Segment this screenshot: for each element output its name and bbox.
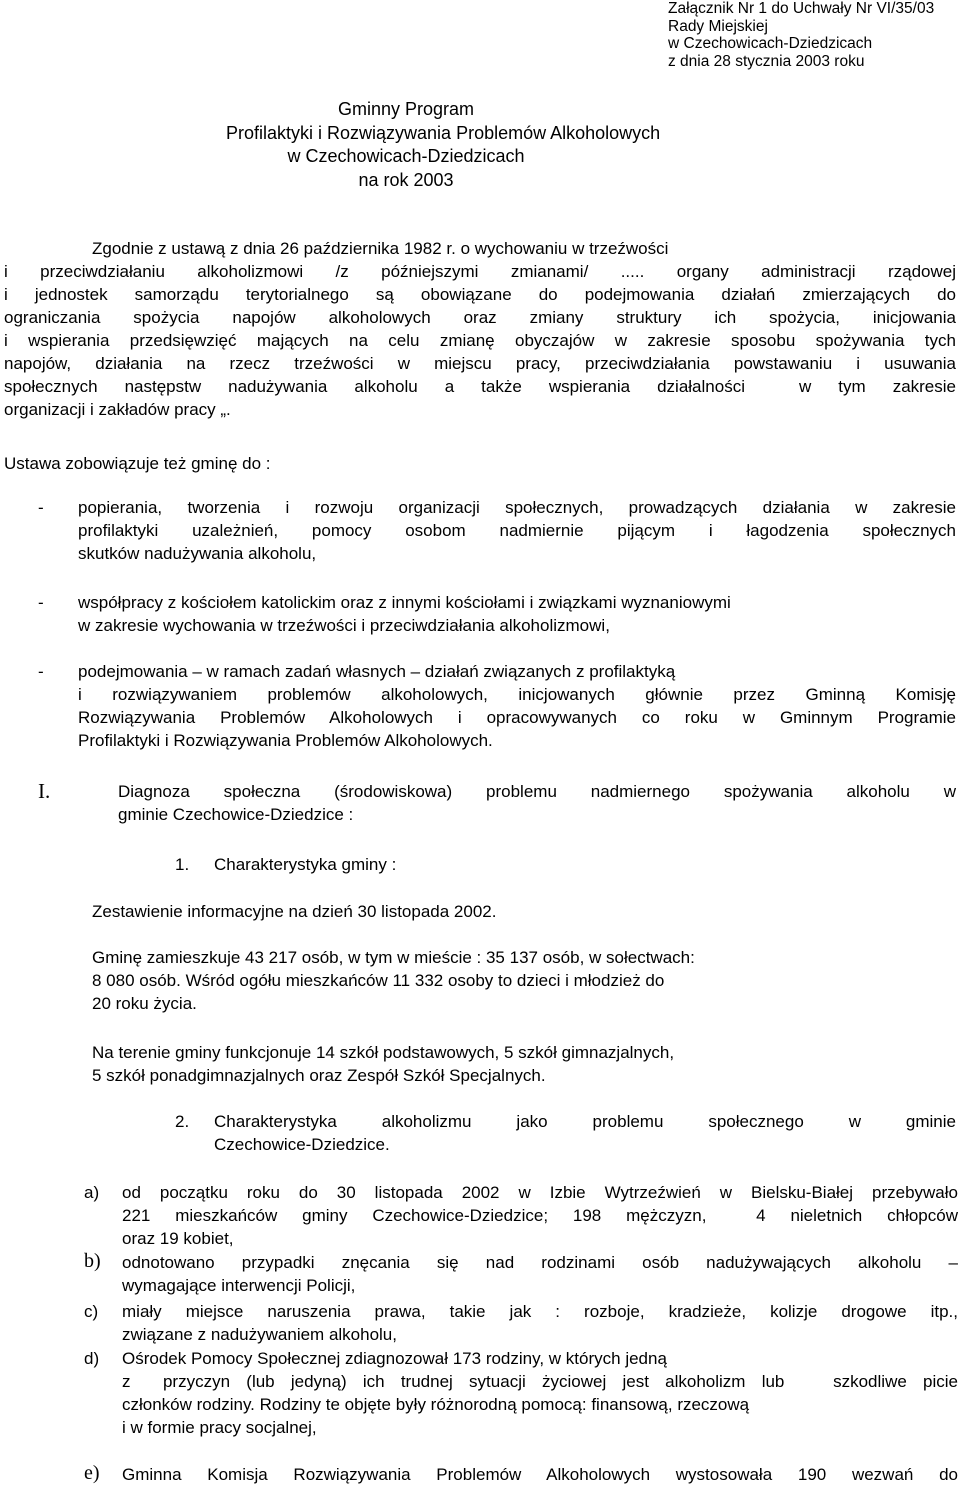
section-heading	[118, 780, 956, 826]
list-letter: a)	[84, 1183, 100, 1202]
document-title	[226, 98, 661, 192]
bullet-dash: -	[38, 593, 44, 612]
list-item	[122, 1251, 958, 1297]
schools-line: Na terenie gminy funkcjonuje 14 szkół podstawowych, 5 szkół gimnazjalnych,	[92, 1043, 675, 1062]
bullet-line: skutków nadużywania alkoholu,	[78, 544, 317, 563]
list-item	[122, 1300, 958, 1346]
list-line: związane z nadużywaniem alkoholu,	[122, 1325, 397, 1344]
list-letter: d)	[84, 1349, 100, 1368]
bullet-dash: -	[38, 498, 44, 517]
obligation-heading: Ustawa zobowiązuje też gminę do :	[4, 454, 271, 473]
bullet-line: Profilaktyki i Rozwiązywania Problemów Alkoholowych.	[78, 731, 493, 750]
title-line: Profilaktyki i Rozwiązywania Problemów Alkoholowych	[226, 122, 661, 143]
intro-line: i wspierania przedsięwzięć mających na celu zmianę obyczajów w zakresie sposobu spożywania tych	[4, 331, 956, 350]
subsection-title: Charakterystyka gminy :	[214, 855, 397, 874]
list-line: miały miejsce naruszenia prawa, takie jak : rozboje, kradzieże, kolizje drogowe itp.,	[122, 1302, 958, 1321]
intro-line: społecznych następstw nadużywania alkoholu a także wspierania działalności w tym zakresie	[4, 377, 956, 396]
list-item	[122, 1347, 958, 1439]
header-line: w Czechowicach-Dziedzicach	[668, 35, 873, 52]
bullet-line: popierania, tworzenia i rozwoju organizacji społecznych, prowadzących działania w zakresie	[78, 498, 956, 517]
list-line: i w formie pracy socjalnej,	[122, 1418, 317, 1437]
list-line: Ośrodek Pomocy Społecznej zdiagnozował 173 rodziny, w których jedną	[122, 1349, 667, 1368]
schools-line: 5 szkół ponadgimnazjalnych oraz Zespół Szkół Specjalnych.	[92, 1066, 546, 1085]
list-letter: b)	[84, 1250, 101, 1272]
subsection-line: Charakterystyka alkoholizmu jako problemu społecznego w gminie	[214, 1112, 956, 1131]
summary-line: Zestawienie informacyjne na dzień 30 listopada 2002.	[92, 902, 497, 921]
section-numeral: I.	[38, 779, 51, 803]
list-line: wymagające interwencji Policji,	[122, 1276, 356, 1295]
subsection-number: 1.	[175, 855, 190, 874]
intro-line: napojów, działania na rzecz trzeźwości w miejscu pracy, przeciwdziałania powstawaniu i usuwania	[4, 354, 956, 373]
intro-line: i przeciwdziałaniu alkoholizmowi /z późniejszymi zmianami/ ..... organy administracji rządowej	[4, 262, 956, 281]
intro-paragraph	[4, 260, 956, 421]
list-line: od początku roku do 30 listopada 2002 w Izbie Wytrzeźwień w Bielsku-Białej przebywało	[122, 1183, 958, 1202]
bullet-dash: -	[38, 662, 44, 681]
header-line: Załącznik Nr 1 do Uchwały Nr VI/35/03	[668, 0, 935, 17]
population-line: 20 roku życia.	[92, 994, 197, 1013]
list-line: 221 mieszkańców gminy Czechowice-Dziedzice; 198 mężczyzn, 4 nieletnich chłopców	[122, 1206, 958, 1225]
list-letter: e)	[84, 1462, 100, 1484]
list-letter: c)	[84, 1302, 99, 1321]
title-line: na rok 2003	[358, 169, 454, 190]
list-line: z przyczyn (lub jedyną) ich trudnej sytuacji życiowej jest alkoholizm lub szkodliwe picie	[122, 1372, 958, 1391]
list-line: oraz 19 kobiet,	[122, 1229, 234, 1248]
subsection-line: Czechowice-Dziedzice.	[214, 1135, 390, 1154]
list-line: Gminna Komisja Rozwiązywania Problemów Alkoholowych wystosowała 190 wezwań do	[122, 1465, 958, 1484]
bullet-item	[78, 591, 956, 637]
subsection-number: 2.	[175, 1112, 190, 1131]
bullet-line: Rozwiązywania Problemów Alkoholowych i opracowywanych co roku w Gminnym Programie	[78, 708, 956, 727]
section-line: gminie Czechowice-Dziedzice :	[118, 805, 354, 824]
list-item	[122, 1463, 958, 1486]
title-line: Gminny Program	[337, 99, 475, 119]
section-line: Diagnoza społeczna (środowiskowa) problemu nadmiernego spożywania alkoholu w	[118, 782, 956, 801]
schools-paragraph	[92, 1041, 674, 1087]
bullet-line: podejmowania – w ramach zadań własnych – działań związanych z profilaktyką	[78, 662, 676, 681]
bullet-line: i rozwiązywaniem problemów alkoholowych, inicjowanych głównie przez Gminną Komisję	[78, 685, 956, 704]
header-line: Rady Miejskiej	[668, 17, 768, 35]
bullet-line: profilaktyki uzależnień, pomocy osobom nadmiernie pijącym i łagodzenia społecznych	[78, 521, 956, 540]
list-line: członków rodziny. Rodziny te objęte były różnorodną pomocą: finansową, rzeczową	[122, 1395, 750, 1414]
bullet-line: współpracy z kościołem katolickim oraz z innymi kościołami i związkami wyznaniowymi	[78, 593, 731, 612]
title-line: w Czechowicach-Dziedzicach	[287, 146, 525, 166]
intro-line: ograniczania spożycia napojów alkoholowych oraz zmiany struktury ich spożycia, inicjowania	[4, 308, 956, 327]
list-item	[122, 1181, 958, 1250]
population-line: 8 080 osób. Wśród ogółu mieszkańców 11 332 osoby to dzieci i młodzież do	[92, 971, 665, 990]
intro-line: organizacji i zakładów pracy „.	[4, 400, 231, 419]
subsection-title	[214, 1110, 956, 1156]
intro-first-line: Zgodnie z ustawą z dnia 26 października 1982 r. o wychowaniu w trzeźwości	[92, 239, 669, 258]
header-line: z dnia 28 stycznia 2003 roku	[668, 52, 865, 70]
bullet-item	[78, 496, 956, 565]
population-line: Gminę zamieszkuje 43 217 osób, w tym w mieście : 35 137 osób, w sołectwach:	[92, 948, 695, 967]
bullet-line: w zakresie wychowania w trzeźwości i przeciwdziałania alkoholizmowi,	[78, 616, 610, 635]
document-header	[668, 0, 934, 70]
population-paragraph	[92, 946, 695, 1015]
list-line: odnotowano przypadki znęcania się nad rodzinami osób nadużywających alkoholu –	[122, 1253, 958, 1272]
intro-line: i jednostek samorządu terytorialnego są obowiązane do podejmowania działań zmierzających do	[4, 285, 956, 304]
bullet-item	[78, 660, 956, 752]
